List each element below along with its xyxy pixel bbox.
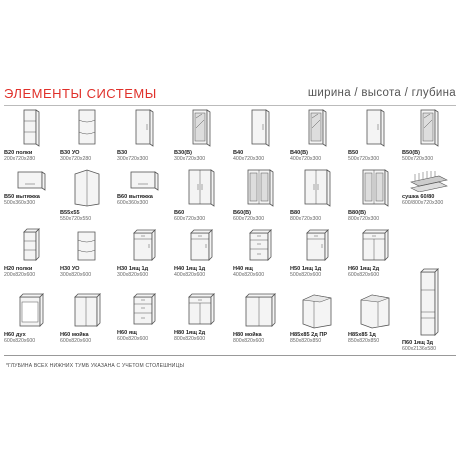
item-label: H20 полки	[4, 266, 33, 272]
catalog-item	[117, 168, 171, 206]
catalog-item	[174, 292, 228, 342]
catalog-item	[117, 292, 171, 342]
catalog-item	[290, 108, 344, 162]
base-drawer-two-doors-icon	[348, 228, 402, 264]
hood-cabinet-icon	[4, 168, 58, 192]
catalog-item	[290, 168, 344, 222]
item-size: 300x720x300	[117, 156, 149, 162]
item-size: 400x720x300	[233, 156, 265, 162]
catalog-item	[117, 108, 171, 162]
catalog-item	[60, 108, 114, 162]
footer-divider	[4, 355, 456, 356]
footnote: *ГЛУБИНА ВСЕХ НИЖНИХ ТУМБ УКАЗАНА С УЧЕТОМ СТОЛЕШНИЦЫ	[6, 363, 185, 369]
item-size: 400x720x300	[290, 156, 322, 162]
catalog-item	[402, 168, 456, 206]
item-label: B40	[233, 150, 244, 156]
item-size: 800x720x300	[348, 216, 380, 222]
catalog-item	[348, 228, 402, 278]
item-label: H80 1ящ 2д	[174, 330, 206, 336]
catalog-item	[402, 268, 456, 352]
item-size: 850x820x850	[348, 338, 380, 344]
catalog-item	[174, 168, 228, 222]
item-size: 600x360x300	[117, 200, 149, 206]
item-size: 850x820x850	[290, 338, 322, 344]
catalog-item	[4, 168, 58, 206]
catalog-item	[233, 228, 287, 278]
wall-cabinet-icon	[117, 108, 171, 148]
item-label: H60 ящ	[117, 330, 137, 336]
item-label: H60 1ящ 2д	[348, 266, 380, 272]
double-glass-cabinet-icon	[233, 168, 287, 208]
item-size: 300x720x300	[174, 156, 206, 162]
item-size: 600/800x720x300	[402, 200, 444, 206]
item-label: B50	[348, 150, 359, 156]
item-size: 500x820x600	[290, 272, 322, 278]
item-label: H30 УО	[60, 266, 80, 272]
sink-base-icon	[60, 292, 114, 330]
item-label: B30 УО	[60, 150, 80, 156]
catalog-item	[290, 292, 344, 344]
item-label: сушка 60/80	[402, 194, 435, 200]
dish-rack-icon	[402, 168, 456, 192]
double-glass-cabinet-icon	[348, 168, 402, 208]
base-drawer-door-icon	[290, 228, 344, 264]
sink-base-wide-icon	[233, 292, 287, 330]
item-label: B80(B)	[348, 210, 367, 216]
tall-pantry-icon	[402, 268, 456, 338]
corner-base-shelf-icon	[60, 228, 114, 264]
item-label: B50(B)	[402, 150, 421, 156]
item-size: 800x820x600	[174, 336, 206, 342]
base-drawer-door-icon	[174, 228, 228, 264]
catalog-item	[348, 168, 402, 222]
catalog-item	[402, 108, 456, 162]
oven-base-icon	[4, 292, 58, 330]
item-size: 300x820x600	[117, 272, 149, 278]
item-label: H85x85 2д ПР	[290, 332, 328, 338]
base-drawers-icon	[117, 292, 171, 328]
item-size: 200x820x600	[4, 272, 36, 278]
item-size: 600x720x300	[174, 216, 206, 222]
wall-cabinet-icon	[348, 108, 402, 148]
item-size: 800x720x300	[290, 216, 322, 222]
item-label: H50 1ящ 1д	[290, 266, 322, 272]
catalog-item	[4, 228, 58, 278]
catalog-item	[60, 168, 114, 222]
item-label: H40 1ящ 1д	[174, 266, 206, 272]
item-label: H60 мойка	[60, 332, 89, 338]
item-size: 600x2136x580	[402, 346, 437, 352]
item-size: 400x820x600	[174, 272, 206, 278]
item-label: H40 ящ	[233, 266, 253, 272]
item-size: 600x820x600	[117, 336, 149, 342]
corner-base-single-icon	[348, 292, 402, 330]
catalog-item	[117, 228, 171, 278]
item-label: B55x55	[60, 210, 80, 216]
item-label: B60(B)	[233, 210, 252, 216]
catalog-item	[174, 228, 228, 278]
glass-wall-cabinet-icon	[290, 108, 344, 148]
item-size: 500x720x300	[402, 156, 434, 162]
catalog-item	[60, 292, 114, 344]
item-size: 550x720x550	[60, 216, 92, 222]
item-label: B30(B)	[174, 150, 193, 156]
item-label: B60 вытяжка	[117, 194, 153, 200]
catalog-item	[4, 292, 58, 344]
corner-base-icon	[290, 292, 344, 330]
catalog-item	[348, 108, 402, 162]
base-drawers-icon	[233, 228, 287, 264]
catalog-item	[348, 292, 402, 344]
item-size: 300x720x280	[60, 156, 92, 162]
item-size: 200x720x280	[4, 156, 36, 162]
base-drawer-two-doors-icon	[174, 292, 228, 328]
catalog-item	[4, 108, 58, 162]
section-title: ЭЛЕМЕНТЫ СИСТЕМЫ	[4, 86, 157, 101]
item-size: 600x820x600	[348, 272, 380, 278]
item-size: 300x820x600	[60, 272, 92, 278]
base-drawer-door-icon	[117, 228, 171, 264]
glass-wall-cabinet-icon	[402, 108, 456, 148]
item-size: 400x820x600	[233, 272, 265, 278]
dimensions-legend: ширина / высота / глубина	[307, 87, 456, 99]
open-base-shelf-icon	[4, 228, 58, 264]
item-label: H85x85 1д	[348, 332, 376, 338]
corner-wall-cabinet-icon	[60, 168, 114, 208]
catalog-item	[60, 228, 114, 278]
hood-cabinet-icon	[117, 168, 171, 192]
catalog-item	[290, 228, 344, 278]
item-size: 800x820x600	[233, 338, 265, 344]
item-size: 600x820x600	[4, 338, 36, 344]
item-label: H80 мойка	[233, 332, 262, 338]
item-label: П60 1ящ 3д	[402, 340, 434, 346]
double-wall-cabinet-icon	[290, 168, 344, 208]
catalog-item	[233, 108, 287, 162]
item-label: B40(B)	[290, 150, 309, 156]
item-label: H30 1ящ 1д	[117, 266, 149, 272]
item-size: 500x360x300	[4, 200, 36, 206]
wall-cabinet-icon	[233, 108, 287, 148]
item-label: H60 дух	[4, 332, 26, 338]
item-label: B80	[290, 210, 301, 216]
item-label: B30	[117, 150, 128, 156]
catalog-item	[233, 292, 287, 344]
item-label: B20 полки	[4, 150, 33, 156]
item-label: B60	[174, 210, 185, 216]
item-size: 600x820x600	[60, 338, 92, 344]
corner-shelf-icon	[60, 108, 114, 148]
glass-wall-cabinet-icon	[174, 108, 228, 148]
item-size: 600x720x300	[233, 216, 265, 222]
open-shelf-tall-icon	[4, 108, 58, 148]
double-wall-cabinet-icon	[174, 168, 228, 208]
item-size: 500x720x300	[348, 156, 380, 162]
item-label: B50 вытяжка	[4, 194, 40, 200]
catalog-item	[174, 108, 228, 162]
catalog-item	[233, 168, 287, 222]
